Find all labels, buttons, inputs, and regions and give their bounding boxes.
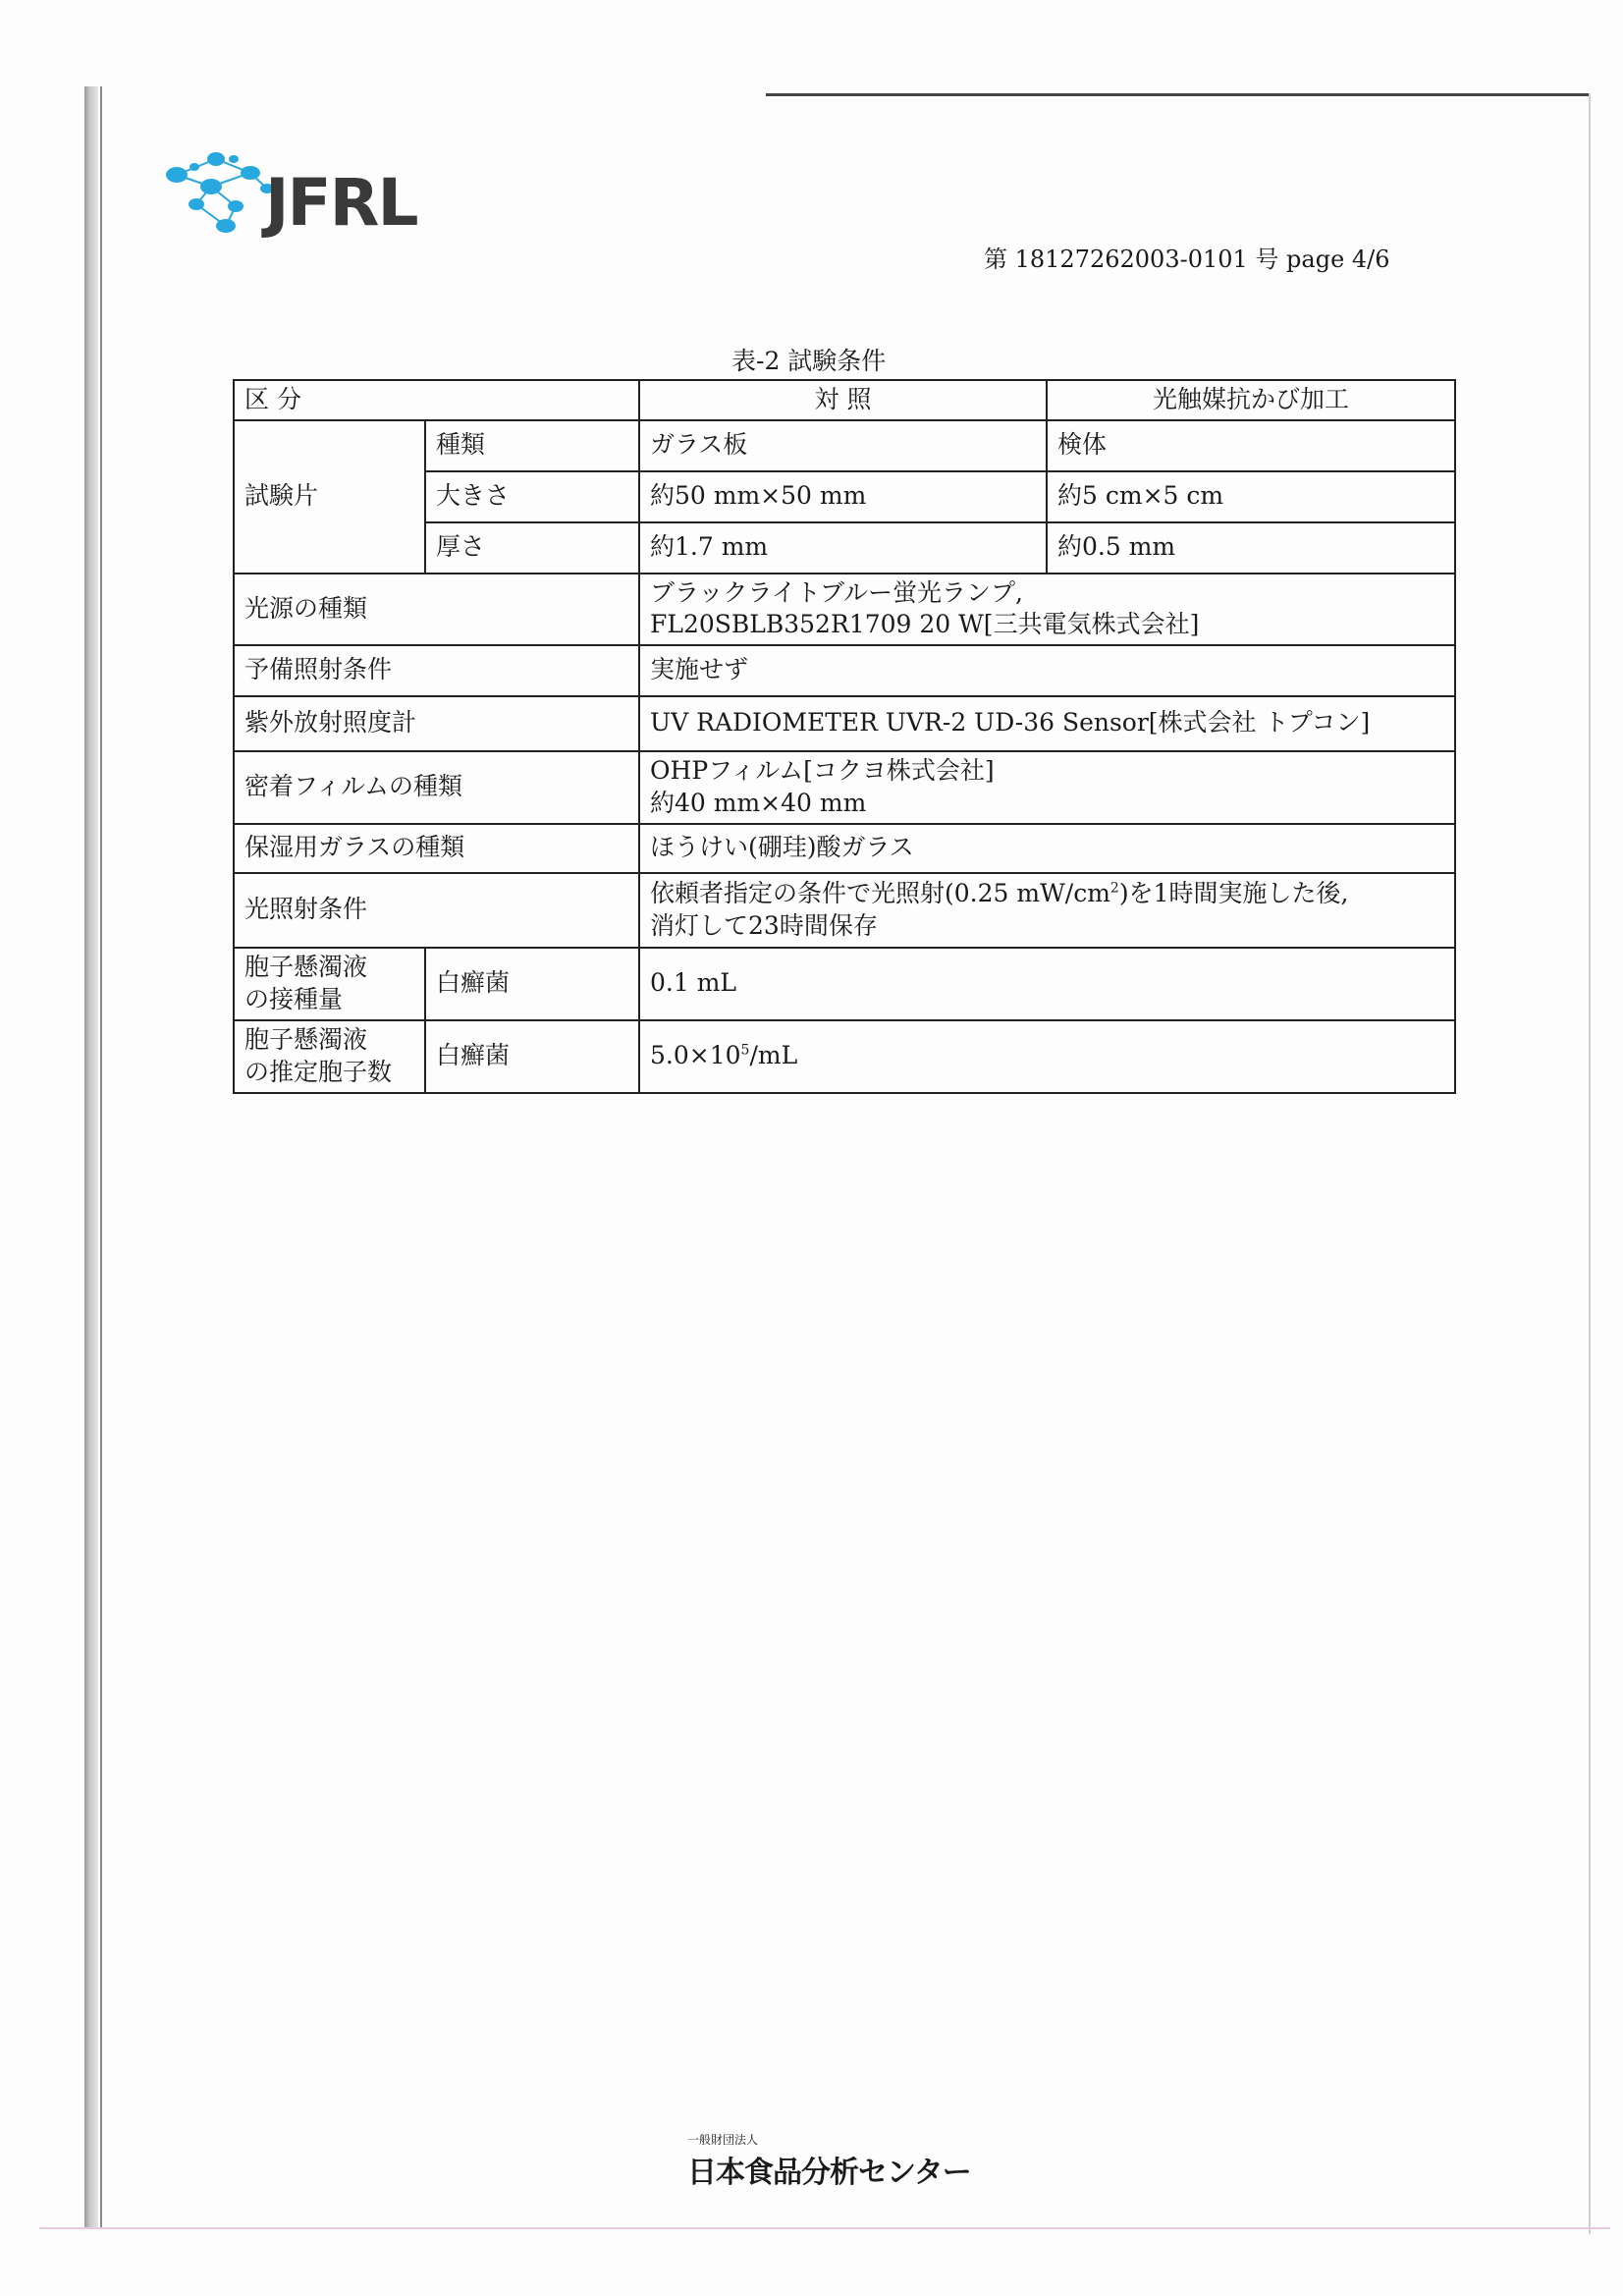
- scan-edge-top: [766, 93, 1591, 96]
- irradiation-text-b: )を1時間実施した後,: [1118, 879, 1349, 907]
- specimen-thickness-label: 厚さ: [425, 522, 639, 574]
- report-number: 第 18127262003-0101 号 page 4/6: [984, 246, 1390, 273]
- table-header-row: [234, 380, 1455, 420]
- scan-edge-right: [1589, 93, 1591, 2234]
- table-row: [234, 1020, 1455, 1093]
- inoculum-volume-label: [234, 948, 425, 1020]
- table-row: [234, 948, 1455, 1020]
- light-source-label: 光源の種類: [234, 574, 639, 645]
- humidity-glass-label: 保湿用ガラスの種類: [234, 824, 639, 873]
- specimen-label: 試験片: [234, 420, 425, 574]
- irradiation-text-a: 依頼者指定の条件で光照射(0.25 mW/cm: [650, 879, 1110, 907]
- spore-count-text-b: /mL: [749, 1041, 798, 1070]
- pre-irradiation-value: 実施せず: [639, 645, 1455, 696]
- irradiation-sup: 2: [1109, 880, 1119, 897]
- inoculum-volume-value: 0.1 mL: [639, 948, 1455, 1020]
- table-row: [234, 873, 1455, 948]
- table-row: [234, 420, 1455, 471]
- specimen-size-control: 約50 mm×50 mm: [639, 471, 1047, 522]
- film-line1: OHPフィルム[コクヨ株式会社]: [650, 756, 995, 785]
- light-source-line2: FL20SBLB352R1709 20 W[三共電気株式会社]: [650, 610, 1200, 638]
- irradiation-line2: 消灯して23時間保存: [650, 910, 878, 940]
- specimen-size-sample: 約5 cm×5 cm: [1047, 471, 1455, 522]
- logo-text: JFRL: [265, 165, 417, 241]
- table-row: [234, 824, 1455, 873]
- light-source-line1: ブラックライトブルー蛍光ランプ,: [650, 577, 1023, 607]
- film-line2: 約40 mm×40 mm: [650, 788, 867, 817]
- inoculum-volume-label-line2: の接種量: [244, 984, 344, 1013]
- scan-edge-left: [84, 86, 98, 2227]
- header-control: 対 照: [639, 380, 1047, 420]
- spore-count-label-line2: の推定胞子数: [244, 1057, 393, 1086]
- film-label: 密着フィルムの種類: [234, 751, 639, 824]
- specimen-type-control: ガラス板: [639, 420, 1047, 471]
- uv-meter-label: 紫外放射照度計: [234, 696, 639, 751]
- spore-count-label-line1: 胞子懸濁液: [244, 1025, 368, 1054]
- humidity-glass-value: ほうけい(硼珪)酸ガラス: [639, 824, 1455, 873]
- test-conditions-table: [233, 379, 1456, 1094]
- table-row: [234, 574, 1455, 645]
- irradiation-line1: [650, 878, 1444, 910]
- table-row: [234, 751, 1455, 824]
- irradiation-label: 光照射条件: [234, 873, 639, 948]
- pre-irradiation-label: 予備照射条件: [234, 645, 639, 696]
- inoculum-volume-label-line1: 胞子懸濁液: [244, 953, 368, 981]
- inoculum-volume-organism: 白癬菌: [425, 948, 639, 1020]
- spore-count-organism: 白癬菌: [425, 1020, 639, 1093]
- specimen-type-sample: 検体: [1047, 420, 1455, 471]
- film-value: [639, 751, 1455, 824]
- spore-count-sup: 5: [740, 1042, 750, 1059]
- header-category: 区 分: [234, 380, 639, 420]
- specimen-thickness-sample: 約0.5 mm: [1047, 522, 1455, 574]
- spore-count-value: [639, 1020, 1455, 1093]
- uv-meter-value: UV RADIOMETER UVR-2 UD-36 Sensor[株式会社 トプコン]: [639, 696, 1455, 751]
- irradiation-value: [639, 873, 1455, 948]
- header-sample: 光触媒抗かび加工: [1047, 380, 1455, 420]
- specimen-type-label: 種類: [425, 420, 639, 471]
- table-row: [234, 645, 1455, 696]
- light-source-value: [639, 574, 1455, 645]
- specimen-size-label: 大きさ: [425, 471, 639, 522]
- specimen-thickness-control: 約1.7 mm: [639, 522, 1047, 574]
- scan-edge-line: [100, 86, 102, 2227]
- footer-small: 一般財団法人: [687, 2133, 759, 2147]
- spore-count-text-a: 5.0×10: [650, 1041, 741, 1070]
- spore-count-label: [234, 1020, 425, 1093]
- scan-edge-bottom: [39, 2227, 1610, 2229]
- footer-organization: [687, 2131, 971, 2191]
- table-caption: 表-2 試験条件: [731, 347, 887, 375]
- footer-main: 日本食品分析センター: [687, 2156, 971, 2190]
- table-row: [234, 696, 1455, 751]
